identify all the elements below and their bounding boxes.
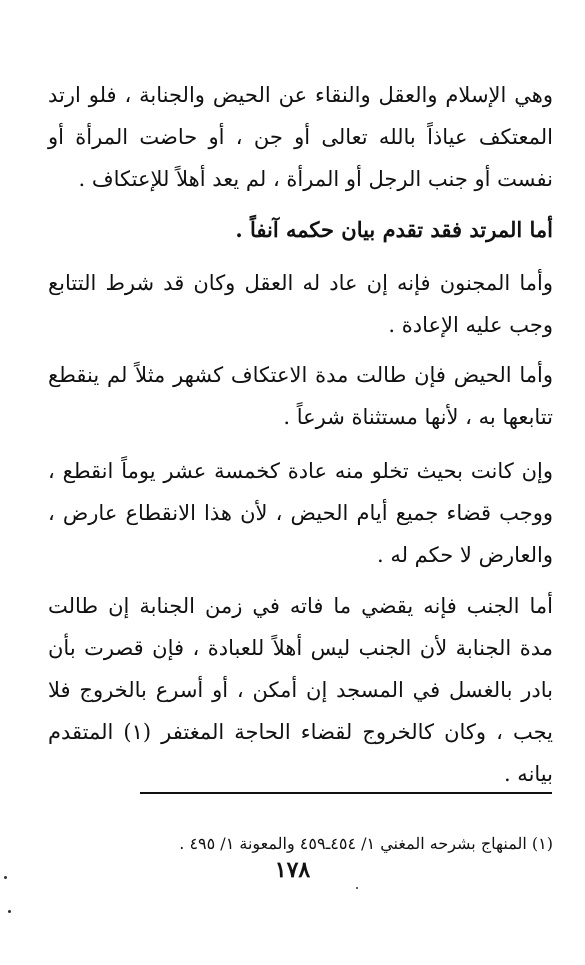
- paragraph-menstruation-short: وإن كانت بحيث تخلو منه عادة كخمسة عشر يوماً انقطع ، ووجب قضاء جميع أيام الحيض ، لأن هذا الانقطاع عارض ، والعارض لا حكم له .: [48, 459, 553, 567]
- scan-speck: [356, 887, 358, 889]
- paragraph-menstruation: وأما الحيض فإن طالت مدة الاعتكاف كشهر مثلاً لم ينقطع تتابعها به ، لأنها مستثناة شرعاً .: [48, 363, 553, 429]
- paragraph-insane: وأما المجنون فإنه إن عاد له العقل وكان قد شرط التتابع وجب عليه الإعادة .: [48, 271, 553, 337]
- scan-speck: [4, 876, 7, 879]
- paragraph-janabah: أما الجنب فإنه يقضي ما فاته في زمن الجنابة إن طالت مدة الجنابة لأن الجنب ليس أهلاً للعبادة ، فإن قصرت بأن بادر بالغسل في المسجد إن أمكن ، أو أسرع بالخروج فلا يجب ، وكان كالخروج لقضاء الحاجة المغتفر (١) المتقدم بيانه .: [48, 594, 553, 786]
- page-number: ١٧٨: [274, 857, 311, 883]
- footnote: (١) المنهاج بشرحه المغني ١/ ٤٥٤ـ٤٥٩ والمعونة ١/ ٤٩٥ .: [179, 834, 553, 853]
- paragraph-conditions: وهي الإسلام والعقل والنقاء عن الحيض والجنابة ، فلو ارتد المعتكف عياذاً بالله تعالى أو جن ، أو حاضت المرأة أو نفست أو جنب الرجل أو المرأة ، لم يعد أهلاً للإعتكاف .: [48, 83, 553, 191]
- footnote-divider: [140, 792, 552, 794]
- scan-speck: [8, 910, 11, 913]
- paragraph-apostate-heading: أما المرتد فقد تقدم بيان حكمه آنفاً .: [235, 217, 553, 242]
